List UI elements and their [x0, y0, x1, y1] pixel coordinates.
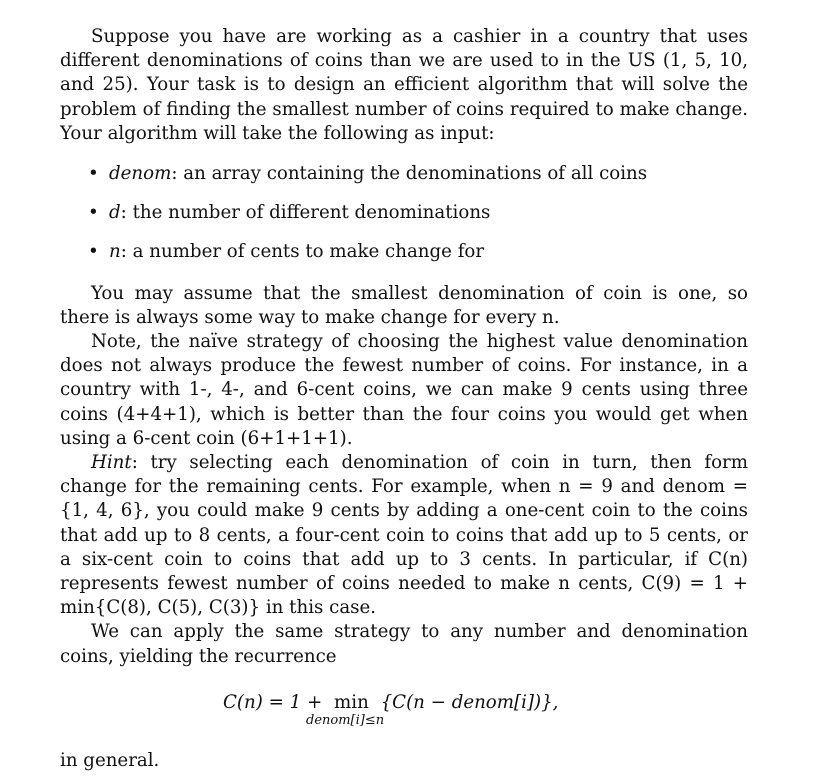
equation-lhs: C(n) = 1 +: [223, 691, 323, 713]
min-subscript: denom[i]≤n: [306, 712, 385, 728]
equation-rhs: {C(n − denom[i])},: [380, 691, 559, 713]
hint-paragraph: [60, 451, 748, 620]
hint-label: Hint: [91, 452, 132, 474]
hint-text: : try selecting each denomination of coin in turn, then form change for the remaining cents. For example, when n = 9 and denom = {1, 4, 6}, you could make 9 cents by adding a one-cent coin to the coins that add up to 8 cents, a four-cent coin to coins that add up to 5 cents, or a six-cent coin to coins that add up to 3 cents. In particular, if C(n) represents fewest number of coins needed to make n cents, C(9) = 1 + min{C(8), C(5), C(3)} in this case.: [60, 452, 748, 619]
bullet-icon: •: [88, 241, 99, 263]
recurrence-intro-paragraph: We can apply the same strategy to any number and denomination coins, yielding the recurrence: [60, 621, 748, 667]
list-item: [60, 162, 748, 186]
input-description: : an array containing the denominations of all coins: [171, 163, 648, 185]
problem-statement: [60, 25, 748, 773]
input-list: [60, 162, 748, 265]
input-name: n: [109, 241, 121, 263]
intro-paragraph: Suppose you have are working as a cashier in a country that uses different denominations of coins than we are used to in the US (1, 5, 10, and 25). Your task is to design an efficient algorithm that will solve the problem of finding the smallest number of coins required to make change. Your algorithm will take the following as input:: [60, 26, 748, 144]
input-name: denom: [109, 163, 172, 185]
input-name: d: [109, 202, 121, 224]
bullet-icon: •: [88, 163, 99, 185]
min-operator: min denom[i]≤n: [334, 691, 369, 715]
list-item: [60, 201, 748, 225]
recurrence-equation: [60, 675, 748, 745]
input-description: : a number of cents to make change for: [120, 241, 485, 263]
closing-text: in general.: [60, 749, 160, 771]
list-item: [60, 240, 748, 264]
note-paragraph: Note, the naïve strategy of choosing the highest value denomination does not always produce the fewest number of coins. For instance, in a country with 1-, 4-, and 6-cent coins, we can make 9 cents using three coins (4+4+1), which is better than the four coins you would get when using a 6-cent coin (6+1+1+1).: [60, 331, 748, 449]
assumption-paragraph: You may assume that the smallest denomination of coin is one, so there is always some way to make change for every n.: [60, 282, 748, 328]
bullet-icon: •: [88, 202, 99, 224]
input-description: : the number of different denominations: [120, 202, 491, 224]
